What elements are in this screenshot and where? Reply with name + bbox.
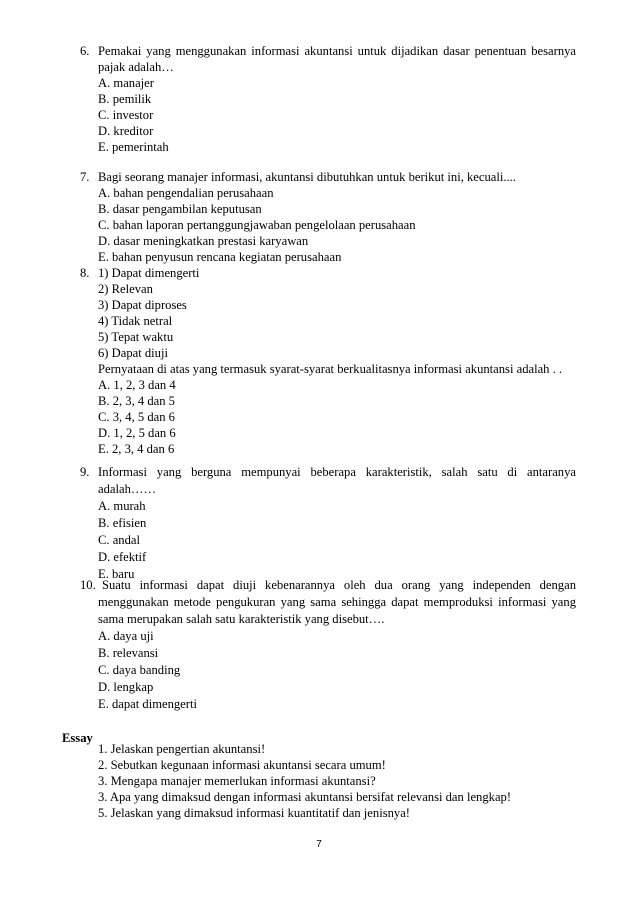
question-9-stem-line-2: adalah…… <box>98 482 157 496</box>
question-8-statement-4: 4) Tidak netral <box>98 314 173 328</box>
question-8-option-d: D. 1, 2, 5 dan 6 <box>98 426 176 440</box>
question-10-stem-line-1: Suatu informasi dapat diuji kebenarannya oleh dua orang yang independen dengan <box>102 578 576 592</box>
question-7-option-a: A. bahan pengendalian perusahaan <box>98 186 274 200</box>
question-10-option-b: B. relevansi <box>98 646 159 660</box>
question-7-option-d: D. dasar meningkatkan prestasi karyawan <box>98 234 309 248</box>
question-10-stem-line-2: menggunakan metode pengukuran yang sama sehingga dapat memproduksi informasi yang <box>98 595 576 609</box>
question-6-option-b: B. pemilik <box>98 92 152 106</box>
question-8-option-e: E. 2, 3, 4 dan 6 <box>98 442 175 456</box>
question-8-statement-6: 6) Dapat diuji <box>98 346 168 360</box>
question-6-number: 6. <box>80 44 90 58</box>
question-9-option-b: B. efisien <box>98 516 147 530</box>
question-9-option-a: A. murah <box>98 499 146 513</box>
question-7-option-b: B. dasar pengambilan keputusan <box>98 202 262 216</box>
question-10-option-e: E. dapat dimengerti <box>98 697 197 711</box>
question-7-option-e: E. bahan penyusun rencana kegiatan perusahaan <box>98 250 342 264</box>
question-8-statement-2: 2) Relevan <box>98 282 153 296</box>
essay-item-4: 3. Apa yang dimaksud dengan informasi akuntansi bersifat relevansi dan lengkap! <box>98 790 512 804</box>
question-6-option-e: E. pemerintah <box>98 140 169 154</box>
question-10-number: 10. <box>80 578 96 592</box>
question-6-option-d: D. kreditor <box>98 124 154 138</box>
question-9-number: 9. <box>80 465 90 479</box>
question-10-option-a: A. daya uji <box>98 629 154 643</box>
question-8-number: 8. <box>80 266 90 280</box>
question-10-stem-line-3: sama merupakan salah satu karakteristik yang disebut…. <box>98 612 385 626</box>
question-9-option-c: C. andal <box>98 533 140 547</box>
question-8-statement-5: 5) Tepat waktu <box>98 330 174 344</box>
essay-item-5: 5. Jelaskan yang dimaksud informasi kuantitatif dan jenisnya! <box>98 806 410 820</box>
question-7-stem-line-1: Bagi seorang manajer informasi, akuntansi dibutuhkan untuk berikut ini, kecuali.... <box>98 170 516 184</box>
question-8-option-b: B. 2, 3, 4 dan 5 <box>98 394 175 408</box>
essay-item-2: 2. Sebutkan kegunaan informasi akuntansi secara umum! <box>98 758 386 772</box>
question-8-option-a: A. 1, 2, 3 dan 4 <box>98 378 176 392</box>
question-9-option-e: E. baru <box>98 567 135 581</box>
question-6-stem-line-2: pajak adalah… <box>98 60 174 74</box>
question-8-option-c: C. 3, 4, 5 dan 6 <box>98 410 175 424</box>
question-7-number: 7. <box>80 170 90 184</box>
essay-item-3: 3. Mengapa manajer memerlukan informasi akuntansi? <box>98 774 376 788</box>
question-6-stem-line-1: Pemakai yang menggunakan informasi akuntansi untuk dijadikan dasar penentuan besarnya <box>98 44 576 58</box>
question-8-prompt: Pernyataan di atas yang termasuk syarat-syarat berkualitasnya informasi akuntansi adalah . . <box>98 362 563 376</box>
question-8-statement-1: 1) Dapat dimengerti <box>98 266 200 280</box>
question-6-option-a: A. manajer <box>98 76 154 90</box>
question-6-option-c: C. investor <box>98 108 154 122</box>
question-9-option-d: D. efektif <box>98 550 147 564</box>
question-10-option-d: D. lengkap <box>98 680 154 694</box>
question-8-statement-3: 3) Dapat diproses <box>98 298 187 312</box>
page-number: 7 <box>316 839 322 850</box>
essay-item-1: 1. Jelaskan pengertian akuntansi! <box>98 742 266 756</box>
question-7-option-c: C. bahan laporan pertanggungjawaban pengelolaan perusahaan <box>98 218 416 232</box>
question-9-stem-line-1: Informasi yang berguna mempunyai beberapa karakteristik, salah satu di antaranya <box>98 465 576 479</box>
question-10-option-c: C. daya banding <box>98 663 181 677</box>
essay-title: Essay <box>62 731 93 745</box>
